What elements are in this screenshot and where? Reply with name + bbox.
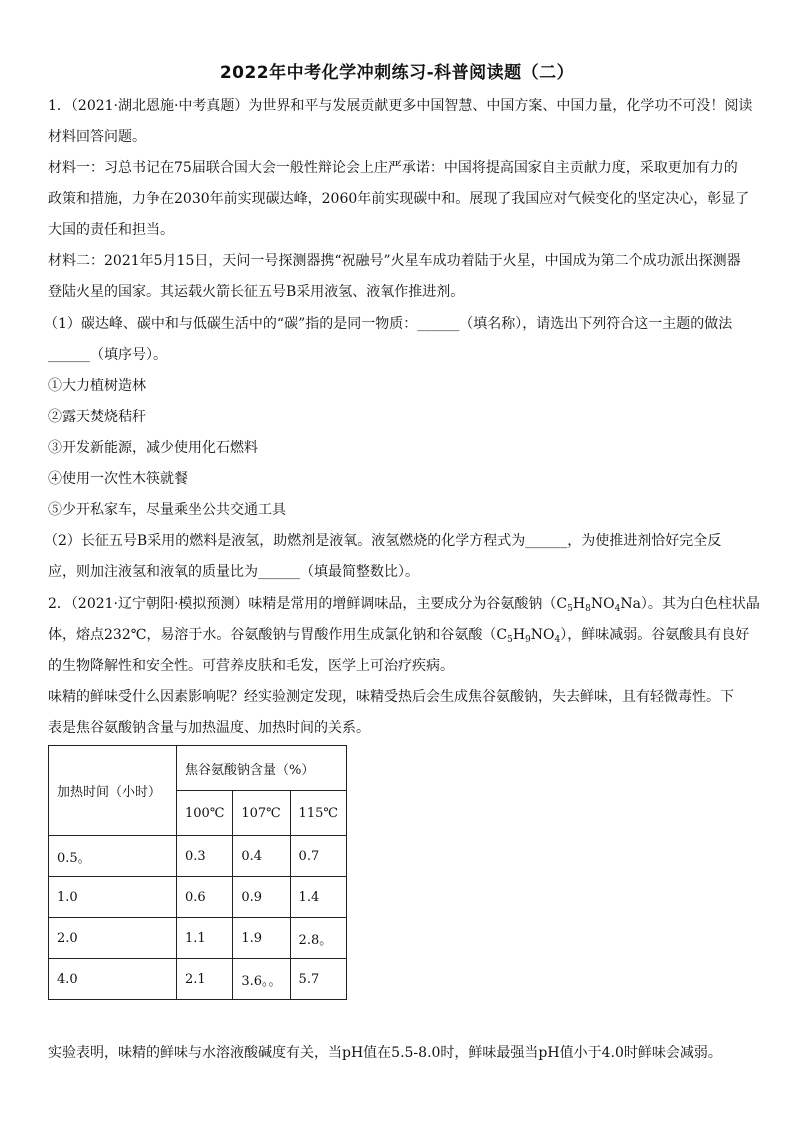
option-1: ①大力植树造林: [48, 378, 146, 394]
table-cell: 2.1: [177, 959, 233, 1000]
table-row: [49, 918, 347, 959]
table-cell: 5.7: [290, 959, 346, 1000]
table-cell: 0.6: [177, 877, 233, 918]
table-header-row: [49, 746, 347, 791]
table-row: [49, 877, 347, 918]
table-cell: 2.0: [49, 918, 177, 959]
q1-part1-line-1: （1）碳达峰、碳中和与低碳生活中的“碳”指的是同一物质：______（填名称），请选出下列符合这一主题的做法: [44, 316, 733, 332]
table-cell: 1.0: [49, 877, 177, 918]
data-table: [48, 745, 347, 1000]
temp-header-cell: 107℃: [233, 791, 290, 836]
material-1-line-2: 政策和措施，力争在2030年前实现碳达峰，2060年前实现碳中和。展现了我国应对气候变化的坚定决心，彰显了: [48, 191, 750, 207]
material-1-line-1: 材料一：习总书记在75届联合国大会一般性辩论会上庄严承诺：中国将提高国家自主贡献力度，采取更加有力的: [48, 160, 738, 176]
q2-text-line-5: 表是焦谷氨酸钠含量与加热温度、加热时间的关系。: [48, 720, 370, 736]
q1-part1-line-2: ______（填序号）。: [48, 347, 167, 363]
table-cell: 0.7: [290, 836, 346, 877]
table-cell: 4.0: [49, 959, 177, 1000]
q1-part2-line-1: （2）长征五号B采用的燃料是液氢，助燃剂是液氧。液氢燃烧的化学方程式为______，为使推进剂恰好完全反: [44, 533, 722, 549]
q2-text-line-2: 体，熔点232℃，易溶于水。谷氨酸钠与胃酸作用生成氯化钠和谷氨酸$(C_5H_9NO_4)$，鲜味减弱。谷氨酸具有良好: [48, 627, 750, 645]
option-4: ④使用一次性木筷就餐: [48, 471, 188, 487]
temp-header-cell: 100℃: [177, 791, 233, 836]
table-cell: 0.3: [177, 836, 233, 877]
group-header-cell: 焦谷氨酸钠含量（%）: [177, 746, 347, 791]
q2-text-line-1: 2．（2021·辽宁朝阳·模拟预测）味精是常用的增鲜调味品，主要成分为谷氨酸钠$(C_5H_8NO_4Na)$。其为白色柱状晶: [48, 596, 760, 614]
page-title: 2022年中考化学冲刺练习-科普阅读题（二）: [219, 63, 575, 83]
q1-part2-line-2: 应，则加注液氢和液氧的质量比为______（填最简整数比）。: [48, 564, 419, 580]
material-1-line-3: 大国的责任和担当。: [48, 222, 174, 238]
option-3: ③开发新能源，减少使用化石燃料: [48, 440, 258, 456]
table-cell: 2.8。: [290, 918, 346, 959]
q2-text-line-3: 的生物降解性和安全性。可营养皮肤和毛发，医学上可治疗疾病。: [48, 658, 454, 674]
material-2-line-1: 材料二：2021年5月15日，天问一号探测器携“祝融号”火星车成功着陆于火星，中国成为第二个成功派出探测器: [48, 253, 741, 269]
temp-header-cell: 115℃: [290, 791, 346, 836]
table-cell: 1.9: [233, 918, 290, 959]
option-5: ⑤少开私家车，尽量乘坐公共交通工具: [48, 502, 286, 518]
q1-text-line-1: 1．（2021·湖北恩施·中考真题）为世界和平与发展贡献更多中国智慧、中国方案、中国力量，化学功不可没！阅读: [48, 98, 753, 114]
row-header-cell: 加热时间（小时）: [49, 746, 177, 836]
q2-text-line-4: 味精的鲜味受什么因素影响呢？经实验测定发现，味精受热后会生成焦谷氨酸钠，失去鲜味，且有轻微毒性。下: [48, 689, 734, 705]
material-2-line-2: 登陆火星的国家。其运载火箭长征五号B采用液氢、液氧作推进剂。: [48, 284, 465, 300]
table-cell: 3.6。。: [233, 959, 290, 1000]
table-cell: 1.1: [177, 918, 233, 959]
table-cell: 0.9: [233, 877, 290, 918]
table-row: [49, 959, 347, 1000]
conclusion-text: 实验表明，味精的鲜味与水溶液酸碱度有关，当pH值在5.5-8.0时，鲜味最强当pH值小于4.0时鲜味会减弱。: [48, 1045, 722, 1061]
table-cell: 1.4: [290, 877, 346, 918]
table-row: [49, 836, 347, 877]
table-cell: 0.4: [233, 836, 290, 877]
option-2: ②露天焚烧秸秆: [48, 409, 146, 425]
table-cell: 0.5。: [49, 836, 177, 877]
q1-text-line-2: 材料回答问题。: [48, 129, 146, 145]
